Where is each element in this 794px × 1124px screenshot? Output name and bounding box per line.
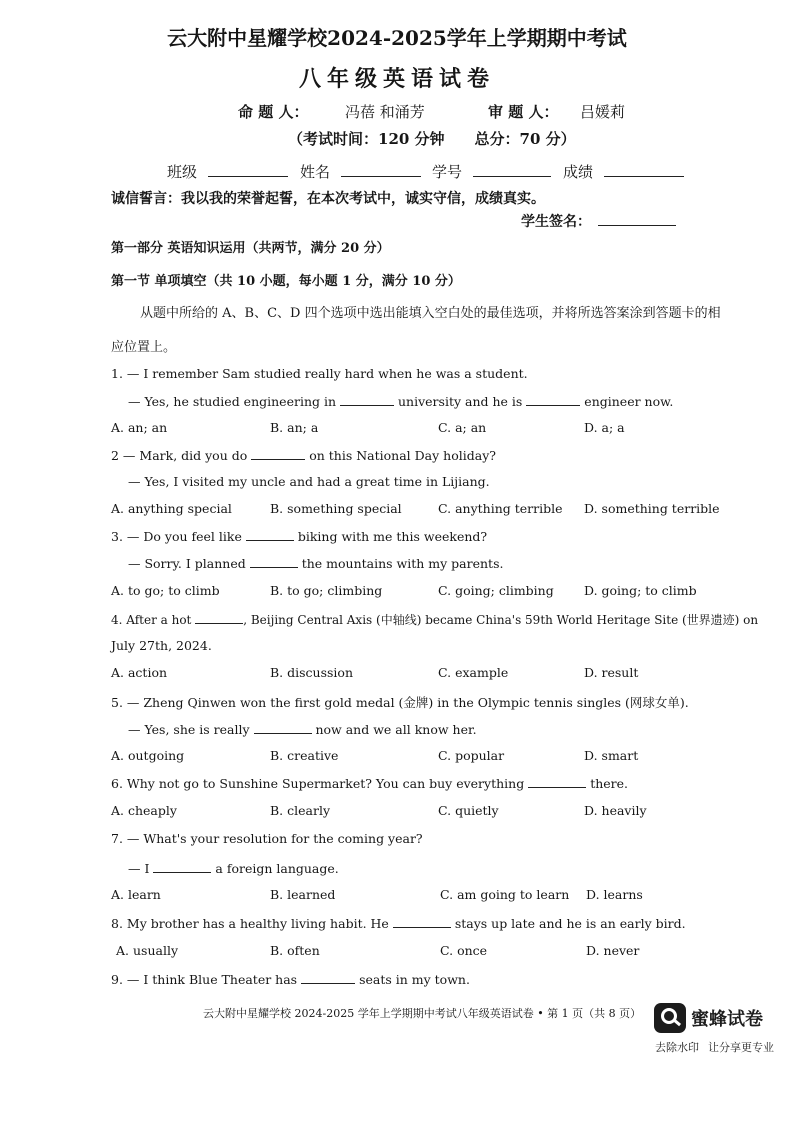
part1-heading: 第一部分 英语知识运用（共两节，满分 20 分）	[111, 241, 390, 256]
answer-blank	[254, 721, 312, 734]
q5-option-b[interactable]: B. creative	[270, 748, 339, 763]
question-1-prompt: 1. — I remember Sam studied really hard when he was a student.	[111, 366, 528, 381]
answer-blank	[250, 555, 298, 568]
q2-option-c[interactable]: C. anything terrible	[438, 501, 563, 516]
q7-option-c[interactable]: C. am going to learn	[440, 887, 570, 902]
name-field[interactable]	[300, 161, 421, 182]
q4-option-c[interactable]: C. example	[438, 665, 509, 680]
q3-option-b[interactable]: B. to go; climbing	[270, 583, 383, 598]
id-field[interactable]	[432, 161, 551, 182]
question-3-reply: — Sorry. I planned the mountains with my parents.	[128, 556, 504, 571]
q5-option-d[interactable]: D. smart	[584, 748, 639, 763]
exam-info: （考试时间：120 分钟 总分：70 分）	[288, 130, 576, 148]
reviewer-label: 审 题 人：	[488, 103, 559, 121]
question-6-prompt: 6. Why not go to Sunshine Supermarket? You can buy everything there.	[111, 776, 629, 791]
q6-option-b[interactable]: B. clearly	[270, 803, 331, 818]
queen-bee-q-logo-icon	[654, 1003, 686, 1033]
signature-field[interactable]	[521, 211, 676, 231]
score-field[interactable]	[563, 161, 684, 182]
q3-option-c[interactable]: C. going; climbing	[438, 583, 554, 598]
question-2-prompt: 2 — Mark, did you do on this National Day holiday?	[111, 448, 496, 463]
answer-blank	[246, 528, 294, 541]
name-label: 姓名	[300, 163, 331, 181]
id-blank	[473, 164, 551, 177]
reviewer-name: 吕媛莉	[580, 103, 626, 121]
page-footer: 云大附中星耀学校 2024-2025 学年上学期期中考试八年级英语试卷 • 第 1 页（共 8 页）	[203, 1007, 642, 1020]
q6-option-a[interactable]: A. cheaply	[111, 803, 177, 818]
question-4-continued: July 27th, 2024.	[111, 638, 212, 653]
q8-option-a[interactable]: A. usually	[116, 943, 178, 958]
answer-blank	[301, 971, 355, 984]
question-4-prompt: 4. After a hot , Beijing Central Axis (中轴线) became China's 59th World Heritage Site (世界遗迹) on	[111, 613, 759, 627]
score-label: 成绩	[563, 163, 594, 181]
score-blank	[604, 164, 684, 177]
q3-option-a[interactable]: A. to go; to climb	[111, 583, 220, 598]
setter-label: 命 题 人：	[238, 103, 309, 121]
answer-blank	[340, 393, 394, 406]
honesty-pledge: 诚信誓言：我以我的荣誉起誓，在本次考试中，诚实守信，成绩真实。	[111, 191, 545, 207]
school-title: 云大附中星耀学校2024-2025学年上学期期中考试	[167, 26, 627, 50]
q2-option-b[interactable]: B. something special	[270, 501, 402, 516]
q1-option-a[interactable]: A. an; an	[111, 420, 168, 435]
question-3-prompt: 3. — Do you feel like biking with me this weekend?	[111, 529, 488, 544]
answer-blank	[526, 393, 580, 406]
q6-option-d[interactable]: D. heavily	[584, 803, 647, 818]
id-label: 学号	[432, 163, 463, 181]
answer-blank	[153, 860, 211, 873]
answer-blank	[528, 775, 586, 788]
q3-option-d[interactable]: D. going; to climb	[584, 583, 697, 598]
question-7-reply: — I a foreign language.	[128, 861, 339, 876]
class-field[interactable]	[167, 161, 288, 182]
q1-option-c[interactable]: C. a; an	[438, 420, 487, 435]
remove-watermark-link[interactable]: 去除水印	[655, 1041, 699, 1054]
q7-option-d[interactable]: D. learns	[586, 887, 643, 902]
question-7-prompt: 7. — What's your resolution for the coming year?	[111, 831, 423, 846]
question-9-prompt: 9. — I think Blue Theater has seats in my town.	[111, 972, 470, 987]
watermark-slogan: 让分享更专业	[708, 1041, 774, 1054]
q4-option-a[interactable]: A. action	[111, 665, 168, 680]
q2-option-a[interactable]: A. anything special	[111, 501, 232, 516]
q8-option-c[interactable]: C. once	[440, 943, 488, 958]
q8-option-d[interactable]: D. never	[586, 943, 640, 958]
class-label: 班级	[167, 163, 198, 181]
question-2-reply: — Yes, I visited my uncle and had a great time in Lijiang.	[128, 474, 490, 489]
q6-option-c[interactable]: C. quietly	[438, 803, 499, 818]
q1-option-d[interactable]: D. a; a	[584, 420, 625, 435]
answer-blank	[393, 915, 451, 928]
q1-option-b[interactable]: B. an; a	[270, 420, 319, 435]
q4-option-d[interactable]: D. result	[584, 665, 639, 680]
setter-names: 冯蓓 和涌芳	[345, 103, 425, 121]
answer-blank	[195, 611, 243, 624]
name-blank	[341, 164, 421, 177]
class-blank	[208, 164, 288, 177]
question-8-prompt: 8. My brother has a healthy living habit. He stays up late and he is an early bird.	[111, 916, 686, 931]
answer-blank	[251, 447, 305, 460]
paper-title: 八年级英语试卷	[298, 66, 495, 92]
signature-label: 学生签名：	[521, 214, 591, 230]
q8-option-b[interactable]: B. often	[270, 943, 320, 958]
signature-blank	[598, 213, 676, 226]
watermark-brand: 蜜蜂试卷	[691, 1009, 763, 1030]
q4-option-b[interactable]: B. discussion	[270, 665, 354, 680]
section1-heading: 第一节 单项填空（共 10 小题，每小题 1 分，满分 10 分）	[111, 274, 461, 289]
instruction-line-2: 应位置上。	[111, 340, 177, 355]
question-5-prompt: 5. — Zheng Qinwen won the first gold medal (金牌) in the Olympic tennis singles (网球女单).	[111, 695, 689, 710]
q7-option-a[interactable]: A. learn	[111, 887, 161, 902]
question-1-reply: — Yes, he studied engineering in university and he is engineer now.	[128, 394, 674, 409]
q5-option-c[interactable]: C. popular	[438, 748, 505, 763]
question-5-reply: — Yes, she is really now and we all know her.	[128, 722, 477, 737]
q7-option-b[interactable]: B. learned	[270, 887, 336, 902]
q2-option-d[interactable]: D. something terrible	[584, 501, 720, 516]
q5-option-a[interactable]: A. outgoing	[111, 748, 185, 763]
instruction-line-1: 从题中所给的 A、B、C、D 四个选项中选出能填入空白处的最佳选项，并将所选答案涂到答题卡的相	[140, 306, 721, 321]
